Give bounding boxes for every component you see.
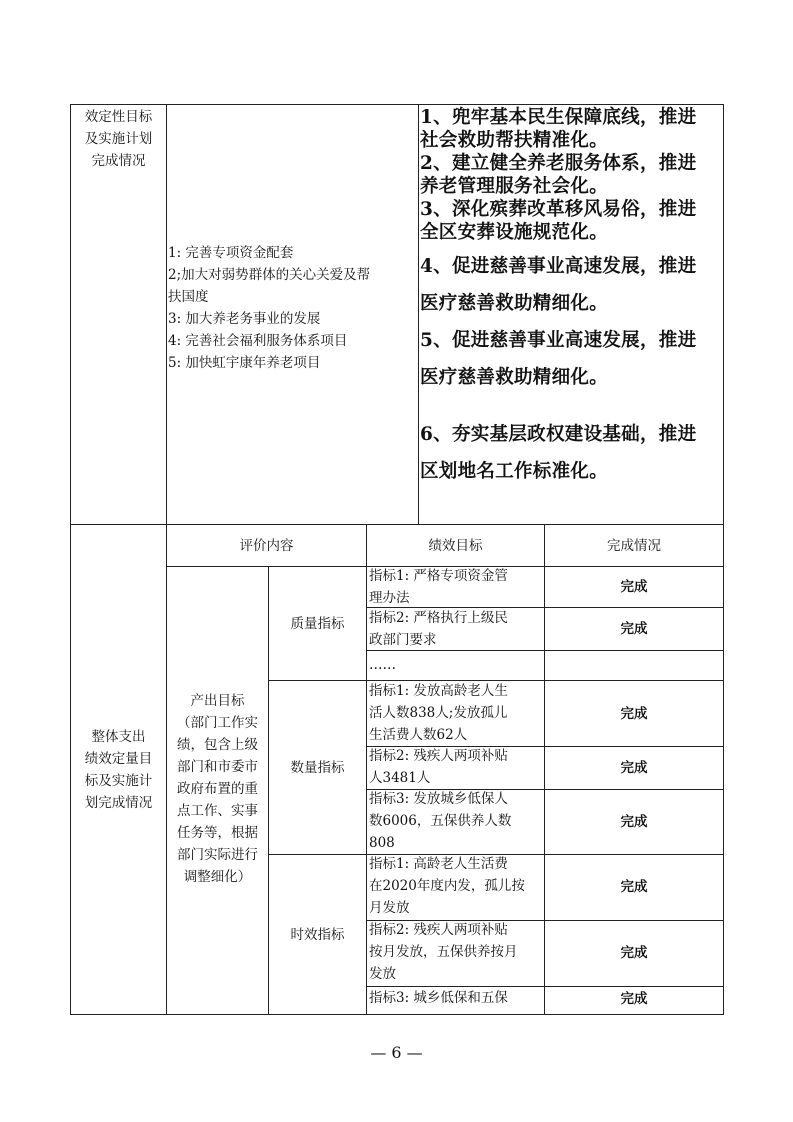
group-quality: 质量指标 xyxy=(290,616,345,632)
plan-item: 4: 完善社会福利服务体系项目 xyxy=(168,333,348,349)
result-line: 4、促进慈善事业高速发展，推进 xyxy=(420,256,697,277)
col-line-plans xyxy=(418,104,419,524)
target-cell: …… xyxy=(369,657,396,673)
status-cell: 完成 xyxy=(620,879,648,895)
section-divider xyxy=(70,524,724,525)
status-cell: 完成 xyxy=(620,814,648,830)
result-line: 6、夯实基层政权建设基础，推进 xyxy=(420,424,697,445)
status-cell: 完成 xyxy=(620,621,648,637)
result-line: 区划地名工作标准化。 xyxy=(420,461,609,482)
plan-item: 2;加大对弱势群体的关心关爱及帮 xyxy=(168,267,371,283)
target-cell: 指标1: 发放高龄老人生 活人数838人;发放孤儿 生活费人数62人 xyxy=(369,683,508,743)
result-line: 2、建立健全养老服务体系，推进 xyxy=(420,153,697,174)
result-line: 3、深化殡葬改革移风易俗，推进 xyxy=(420,199,697,220)
target-cell: 指标2: 残疾人两项补贴 按月发放，五保供养按月 发放 xyxy=(369,922,518,982)
section1-results xyxy=(420,106,722,483)
status-cell: 完成 xyxy=(620,945,648,961)
header-target: 绩效目标 xyxy=(428,538,483,554)
result-line: 5、促进慈善事业高速发展，推进 xyxy=(420,330,697,351)
status-cell: 完成 xyxy=(620,579,648,595)
table-border-top xyxy=(70,104,724,105)
section1-plans xyxy=(168,242,416,374)
status-cell: 完成 xyxy=(620,760,648,776)
target-cell: 指标2: 残疾人两项补贴 人3481人 xyxy=(369,748,508,786)
header-status: 完成情况 xyxy=(607,538,661,554)
header-content: 评价内容 xyxy=(239,538,294,554)
target-cell: 指标2: 严格执行上级民 政部门要求 xyxy=(369,610,508,648)
plan-item: 1: 完善专项资金配套 xyxy=(168,245,294,261)
table-border-right xyxy=(723,104,724,1015)
table-border-left xyxy=(70,104,71,1015)
target-cell: 指标3: 城乡低保和五保 xyxy=(369,990,508,1006)
page-number: — 6 — xyxy=(370,1043,423,1062)
target-cell: 指标3: 发放城乡低保人 数6006，五保供养人数 808 xyxy=(369,791,512,851)
group-quantity: 数量指标 xyxy=(290,760,345,776)
output-target-label: 产出目标 （部门工作实 绩，包含上级 部门和市委市 政府布置的重 点工作、实事 任务等，根据 部门实际进行 调整细化） xyxy=(177,693,258,885)
result-line: 医疗慈善救助精细化。 xyxy=(420,367,609,388)
table-border-bottom xyxy=(70,1014,724,1015)
result-line: 1、兜牢基本民生保障底线，推进 xyxy=(420,107,697,128)
col-line-target xyxy=(366,524,367,1015)
plan-item: 5: 加快虹宇康年养老项目 xyxy=(168,355,321,371)
plan-item: 3: 加大养老务事业的发展 xyxy=(168,311,321,327)
section1-label: 效定性目标 及实施计划 完成情况 xyxy=(84,109,153,169)
section2-label: 整体支出 绩效定量目 标及实施计 划完成情况 xyxy=(84,729,153,811)
result-line: 社会救助帮扶精准化。 xyxy=(420,130,609,151)
result-line: 养老管理服务社会化。 xyxy=(420,176,609,197)
status-cell: 完成 xyxy=(620,706,648,722)
status-cell: 完成 xyxy=(620,991,648,1007)
target-cell: 指标1: 高龄老人生活费 在2020年度内发，孤儿按 月发放 xyxy=(369,856,525,916)
result-line: 医疗慈善救助精细化。 xyxy=(420,293,609,314)
target-cell: 指标1: 严格专项资金管 理办法 xyxy=(369,568,508,606)
result-line: 全区安葬设施规范化。 xyxy=(420,222,609,243)
plan-item: 扶国度 xyxy=(168,289,209,305)
group-timeliness: 时效指标 xyxy=(290,927,345,943)
